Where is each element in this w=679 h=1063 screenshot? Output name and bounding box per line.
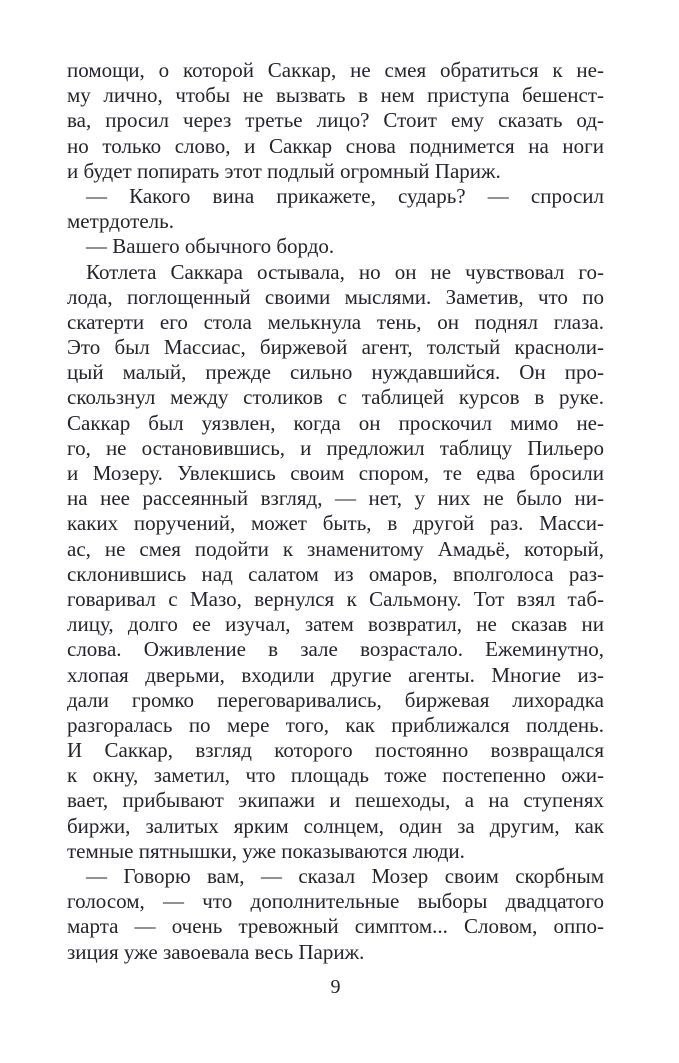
text-line: Саккар был уязвлен, когда он проскочил мимо не- <box>67 410 604 435</box>
paragraph <box>67 260 604 865</box>
text-line: лода, поглощенный своими мыслями. Заметив, что по <box>67 284 604 309</box>
page-number: 9 <box>330 976 341 998</box>
text-line: ас, не смея подойти к знаменитому Амадьё, который, <box>67 536 604 561</box>
text-line: — Какого вина прикажете, сударь? — спросил <box>86 183 604 208</box>
page-text <box>67 58 604 965</box>
text-line: и будет попирать этот подлый огромный Париж. <box>67 158 501 183</box>
text-line: дали громко переговаривались, биржевая лихорадка <box>67 687 604 712</box>
text-line: вает, прибывают экипажи и пешеходы, а на ступенях <box>67 788 604 813</box>
text-line: И Саккар, взгляд которого постоянно возвращался <box>67 738 604 763</box>
text-line: биржи, залитых ярким солнцем, один за другим, как <box>67 813 604 838</box>
text-line: зиция уже завоевала весь Париж. <box>67 939 365 964</box>
text-line: лицу, долго ее изучал, затем возвратил, не сказав ни <box>67 612 604 637</box>
text-line: и Мозеру. Увлекшись своим спором, те едва бросили <box>67 461 604 485</box>
text-line: марта — очень тревожный симптом... Словом, оппо- <box>67 914 604 939</box>
text-line: хлопая дверьми, входили другие агенты. Многие из- <box>67 662 604 687</box>
paragraph <box>67 864 604 965</box>
paragraph <box>67 184 604 234</box>
text-line: говаривал с Мазо, вернулся к Сальмону. Тот взял таб- <box>67 586 604 611</box>
text-line: склонившись над салатом из омаров, вполголоса раз- <box>67 561 604 586</box>
text-line: цый малый, прежде сильно нуждавшийся. Он про- <box>67 360 604 385</box>
text-line: слова. Оживление в зале возрастало. Ежеминутно, <box>67 637 604 662</box>
text-line: — Говорю вам, — сказал Мозер своим скорбным <box>86 864 604 888</box>
text-line: голосом, — что дополнительные выборы двадцатого <box>67 889 604 914</box>
text-line: ва, просил через третье лицо? Стоит ему сказать од- <box>67 108 604 133</box>
text-line: скользнул между столиков с таблицей курсов в руке. <box>67 385 604 410</box>
text-line: помощи, о которой Саккар, не смея обратиться к не- <box>67 58 604 82</box>
text-line: скатерти его стола мелькнула тень, он поднял глаза. <box>67 309 604 334</box>
paragraph <box>67 234 604 259</box>
text-line: но только слово, и Саккар снова поднимется на ноги <box>67 133 604 158</box>
text-line: каких поручений, может быть, в другой раз. Масси- <box>67 511 604 536</box>
paragraph <box>67 58 604 184</box>
text-line: му лично, чтобы не вызвать в нем приступа бешенст- <box>67 83 604 108</box>
text-line: темные пятнышки, уже показываются люди. <box>67 838 465 863</box>
text-line: го, не остановившись, и предложил таблицу Пильеро <box>67 435 604 460</box>
text-line: к окну, заметил, что площадь тоже постепенно ожи- <box>67 763 604 788</box>
text-line: разгоралась по мере того, как приближался полдень. <box>67 712 604 737</box>
text-line: Котлета Саккара остывала, но он не чувствовал го- <box>86 259 604 284</box>
text-line: — Вашего обычного бордо. <box>86 234 335 259</box>
text-line: Это был Массиас, биржевой агент, толстый красноли- <box>67 335 604 360</box>
text-line: на нее рассеянный взгляд, — нет, у них не было ни- <box>67 486 604 511</box>
text-line: метрдотель. <box>67 209 174 234</box>
